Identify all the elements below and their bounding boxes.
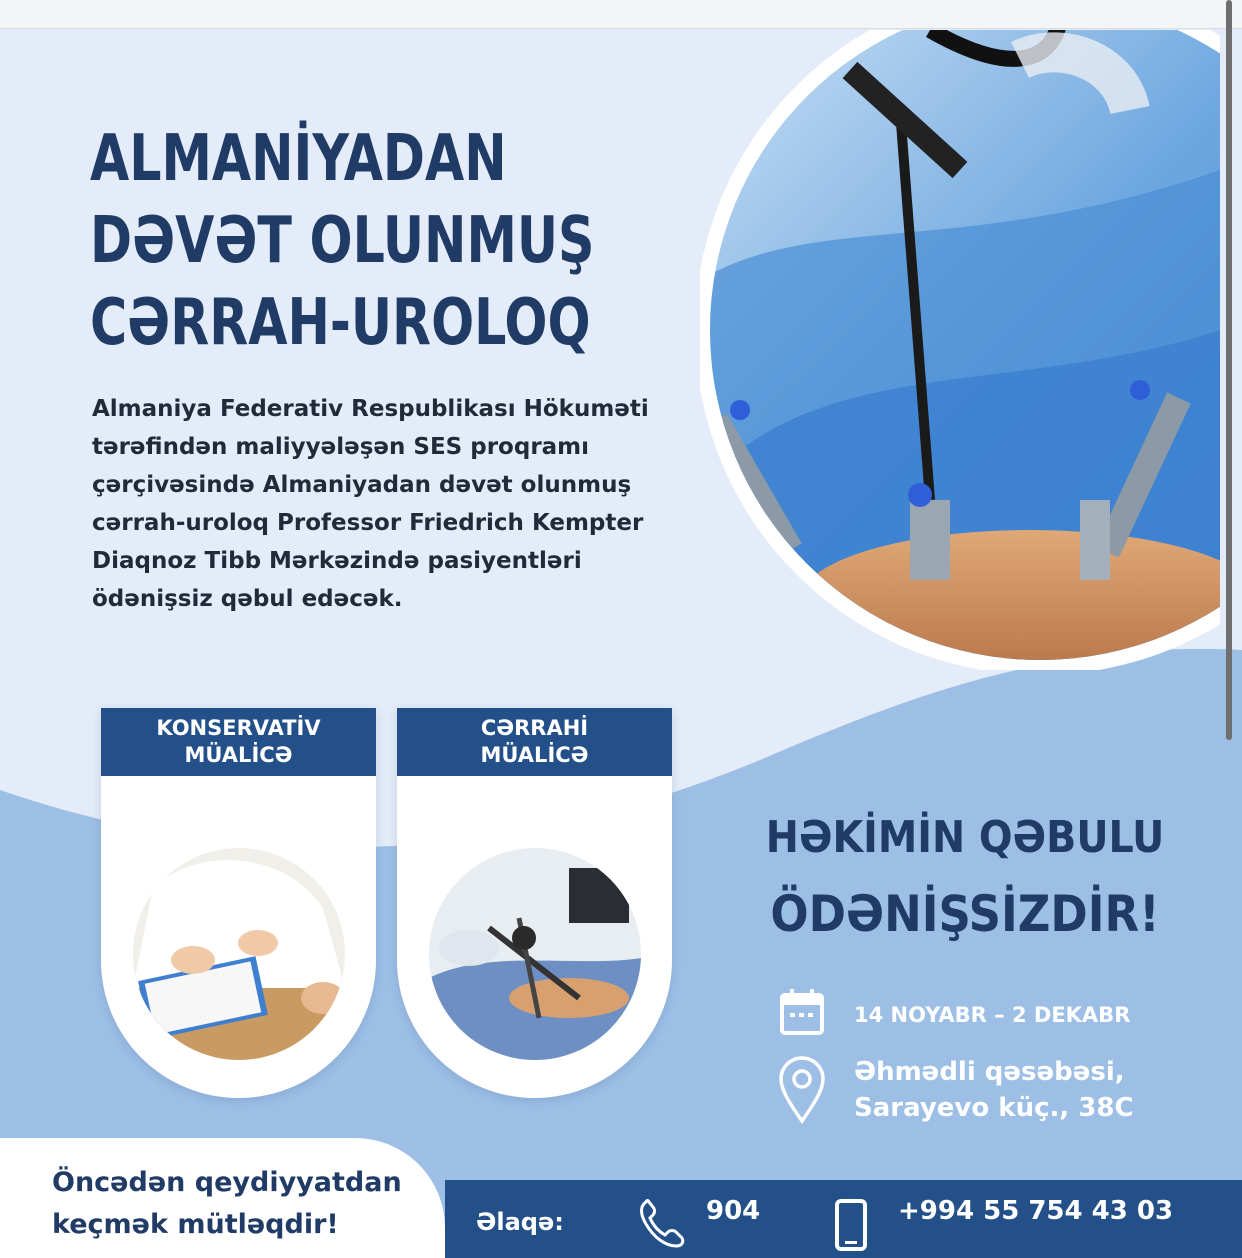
title-line-2: DƏVƏT OLUNMUŞ (90, 204, 595, 278)
description-line-2: tərəfindən maliyyələşən SES proqramı (92, 434, 590, 460)
card-title-line-1: CƏRRAHİ (480, 716, 589, 740)
main-title (90, 118, 618, 364)
title-line-3: CƏRRAH-UROLOQ (90, 286, 591, 360)
card-title-line-2: MÜALİCƏ (184, 743, 293, 767)
address-row (778, 1054, 1134, 1126)
card-conservative-treatment (101, 708, 376, 1098)
description-line-3: çərçivəsində Almaniyadan dəvət olunmuş (92, 472, 632, 498)
card-title-line-1: KONSERVATİV (156, 716, 321, 740)
registration-line-2: keçmək mütləqdir! (52, 1209, 339, 1240)
promo-line-1: HƏKİMİN QƏBULU (765, 812, 1165, 863)
contact-label: Əlaqə: (476, 1208, 564, 1236)
registration-line-1: Öncədən qeydiyyatdan (52, 1167, 402, 1198)
surgery-photo (429, 848, 641, 1060)
scrollbar[interactable] (1226, 0, 1232, 740)
title-line-1: ALMANİYADAN (90, 122, 507, 196)
short-number[interactable]: 904 (706, 1196, 761, 1226)
registration-note (52, 1162, 402, 1246)
description-line-4: cərrah-uroloq Professor Friedrich Kempter (92, 510, 644, 536)
address-line-1: Əhmədli qəsəbəsi, (854, 1057, 1125, 1087)
description-line-6: ödənişsiz qəbul edəcək. (92, 586, 403, 612)
address-line-2: Sarayevo küç., 38C (854, 1093, 1134, 1123)
card-title-line-2: MÜALİCƏ (480, 743, 589, 767)
surgery-hero-image (700, 30, 1220, 670)
card-header (101, 708, 376, 776)
mobile-phone-icon (834, 1198, 868, 1252)
card-header (397, 708, 672, 776)
date-row (778, 985, 1130, 1045)
phone-number[interactable]: +994 55 754 43 03 (898, 1196, 1174, 1226)
doctor-consultation-photo (133, 848, 345, 1060)
phone-handset-icon (638, 1198, 686, 1250)
date-range: 14 NOYABR – 2 DEKABR (854, 1003, 1131, 1027)
calendar-icon (778, 985, 826, 1045)
description-line-5: Diaqnoz Tibb Mərkəzində pasiyentləri (92, 548, 582, 574)
promo-line-2: ÖDƏNİŞSİZDİR! (770, 885, 1160, 943)
description (92, 390, 652, 618)
location-pin-icon (778, 1055, 826, 1125)
card-surgical-treatment (397, 708, 672, 1098)
free-consultation-promo (760, 802, 1170, 954)
description-line-1: Almaniya Federativ Respublikası Hökuməti (92, 396, 649, 422)
